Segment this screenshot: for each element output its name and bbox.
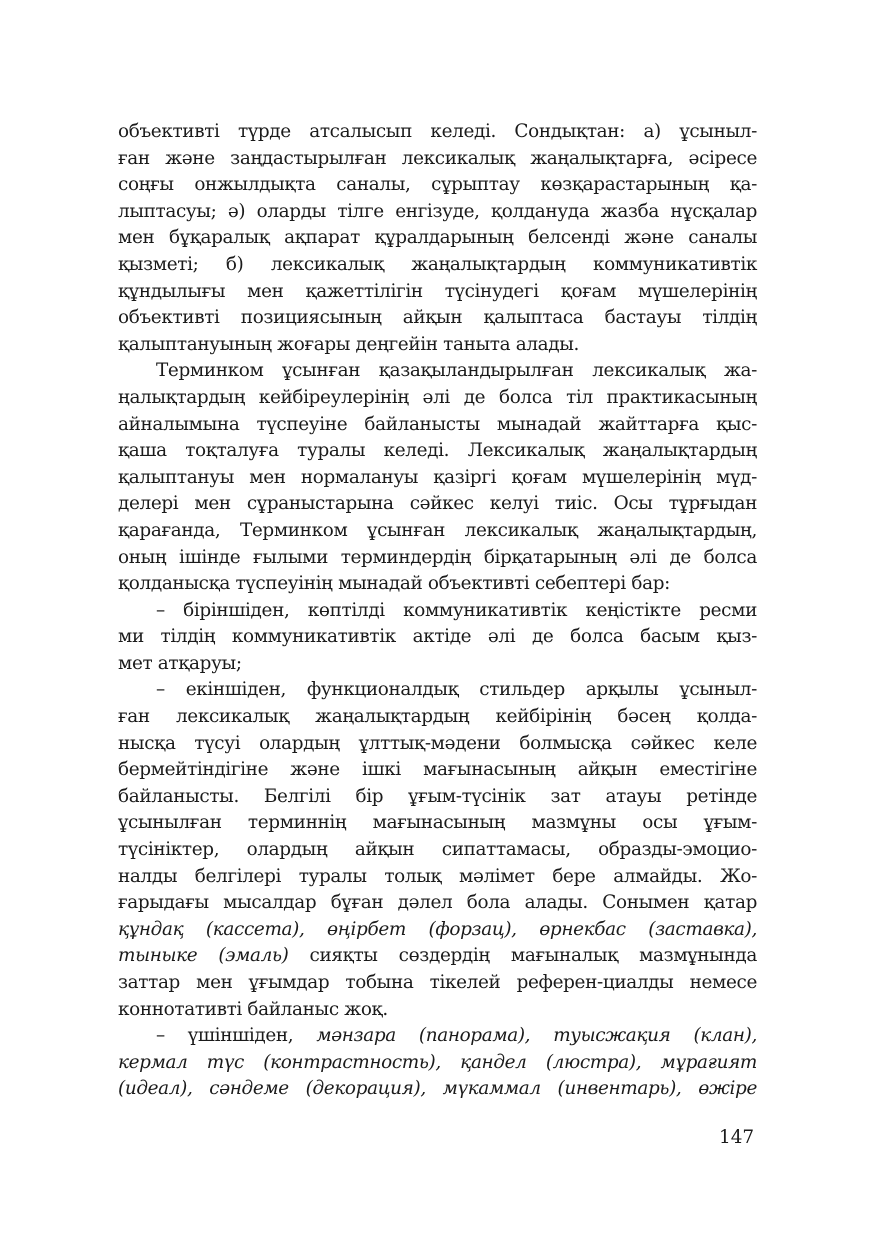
text-line: ми тілдің коммуникативтік актіде әлі де болса басым қыз- [118,626,757,648]
italic-term: тыныке (эмаль) [118,945,289,967]
text-line: лыптасуы; ә) оларды тілге енгізуде, қолдануда жазба нұсқалар [118,200,757,222]
text-line: объективті түрде атсалысып келеді. Сондықтан: а) ұсыныл- [118,121,757,142]
text-line: ұсынылған терминнің мағынасының мазмұны осы ұғым- [118,812,757,834]
text-line-third-point [118,1023,757,1050]
text-line: мен бұқаралық ақпарат құралдарының белсенді және саналы [118,227,757,249]
text-segment: сияқты сөздердің мағыналық мазмұнында [288,945,757,967]
text-line: объективті позициясының айқын қалыптаса бастауы тілдің [118,307,757,329]
italic-terms: (идеал), сәндеме (декорация), мүкаммал (инвентарь), өжіре [118,1078,757,1100]
italic-terms: кермал түс (контрастность), қандел (люстра), мұрағият [118,1051,757,1073]
text-line: оның ішінде ғылыми терминдердің бірқатарының әлі де болса [118,546,757,568]
text-line: ған лексикалық жаңалықтардың кейбірінің бәсең қолда- [118,706,757,728]
text-line: қызметі; б) лексикалық жаңалықтардың коммуникативтік [118,253,757,275]
text-line: айналымына түспеуіне байланысты мынадай жайттарға қыс- [118,413,757,435]
page-number: 147 [719,1127,755,1148]
text-line: Терминком ұсынған қазақыландырылған лексикалық жа- [156,360,757,382]
text-line-italic-3 [118,1050,757,1077]
text-line: коннотативті байланыс жоқ. [118,998,388,1020]
text-line: нысқа түсуі олардың ұлттық-мәдени болмысқа сәйкес келе [118,732,757,754]
text-line: – біріншіден, көптілді коммуникативтік кеңістікте ресми [156,599,757,621]
text-line: ғарыдағы мысалдар бұған дәлел бола алады. Сонымен қатар [118,892,757,914]
text-line: байланысты. Белгілі бір ұғым-түсінік зат атауы ретінде [118,785,757,807]
page-body [118,119,757,1103]
text-line-italic-2 [118,943,757,970]
text-line: – екіншіден, функционалдық стильдер арқылы ұсыныл- [156,679,757,701]
text-line-italic-1 [118,917,757,944]
text-line: қалыптануы мен нормалануы қазіргі қоғам мүшелерінің мүд- [118,466,757,488]
text-line: бермейтіндігіне және ішкі мағынасының айқын еместігіне [118,759,757,781]
text-line: ған және заңдастырылған лексикалық жаңалықтарға, әсіресе [118,147,757,169]
text-line: қалыптануының жоғары деңгейін таныта алады. [118,333,580,355]
text-line-italic-4 [118,1076,757,1103]
text-line: соңғы онжылдықта саналы, сұрыптау көзқарастарының қа- [118,174,757,196]
text-line: ңалықтардың кейбіреулерінің әлі де болса тіл практикасының [118,386,757,408]
text-line: налды белгілері туралы толық мәлімет бере алмайды. Жо- [118,865,757,887]
text-line: түсініктер, олардың айқын сипаттамасы, образды-эмоцио- [118,839,757,861]
text-line: қолданысқа түспеуінің мынадай объективті себептері бар: [118,573,670,595]
italic-terms: құндақ (кассета), өңірбет (форзац), өрнекбас (заставка), [118,918,757,940]
text-line: заттар мен ұғымдар тобына тікелей референ-циалды немесе [118,972,757,993]
italic-terms: мәнзара (панорама), туысжақия (клан), [316,1025,757,1047]
text-line: делері мен сұраныстарына сәйкес келуі тиіс. Осы тұрғыдан [118,493,757,515]
text-line: мет атқаруы; [118,652,242,674]
paragraph-lines [118,119,757,917]
text-segment: – үшіншіден, [156,1025,317,1047]
text-line: қарағанда, Терминком ұсынған лексикалық жаңалықтардың, [118,519,757,541]
text-line: қаша тоқталуға туралы келеді. Лексикалық жаңалықтардың [118,440,757,462]
text-line: құндылығы мен қажеттілігін түсінудегі қоғам мүшелерінің [118,280,757,302]
